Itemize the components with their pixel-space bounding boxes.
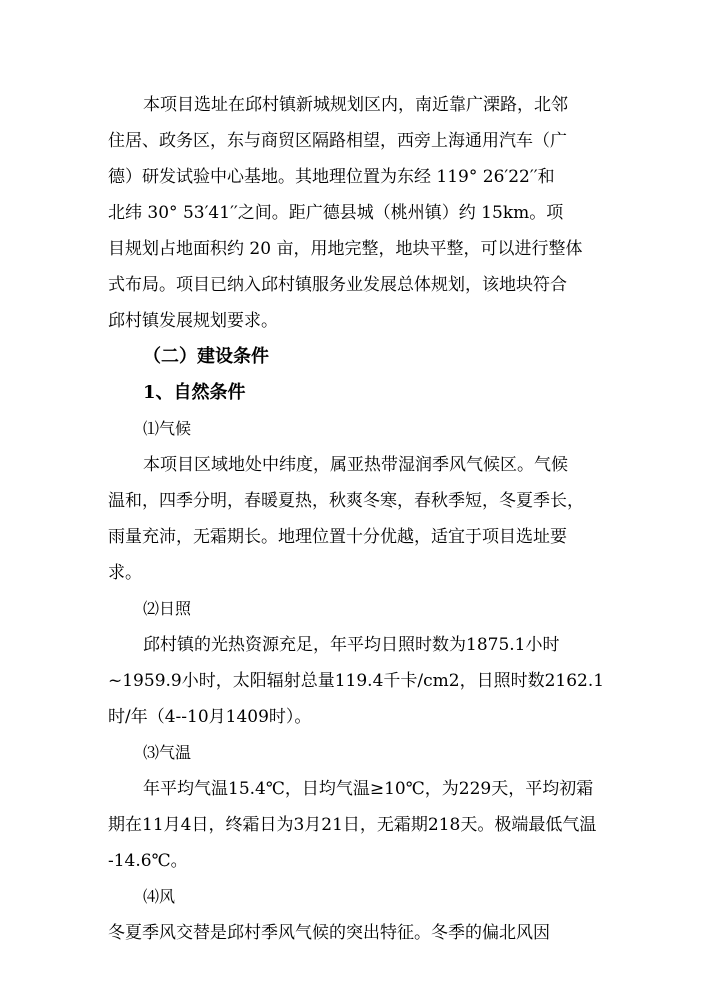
- paragraph-line: 时/年（4--10月1409时）。: [108, 707, 312, 727]
- paragraph-line: 年平均气温15.4℃，日均气温≥10℃，为229天，平均初霜: [143, 779, 594, 799]
- paragraph-line: 雨量充沛，无霜期长。地理位置十分优越，适宜于项目选址要: [108, 527, 567, 547]
- paragraph-line: -14.6℃。: [108, 851, 188, 871]
- paragraph-line: 邱村镇的光热资源充足，年平均日照时数为1875.1小时: [143, 635, 560, 655]
- paragraph-line: 式布局。项目已纳入邱村镇服务业发展总体规划，该地块符合: [108, 275, 567, 295]
- climate-label: ⑴气候: [143, 419, 192, 438]
- paragraph-line: 本项目区域地处中纬度，属亚热带湿润季风气候区。气候: [143, 455, 568, 475]
- paragraph-line: 住居、政务区，东与商贸区隔路相望，西旁上海通用汽车（广: [108, 131, 567, 151]
- section-heading: （二）建设条件: [143, 346, 269, 367]
- paragraph-line: 求。: [108, 563, 142, 583]
- paragraph-line: 冬夏季风交替是邱村季风气候的突出特征。冬季的偏北风因: [108, 923, 550, 943]
- paragraph-line: ~1959.9小时，太阳辐射总量119.4千卡/cm2，日照时数2162.1: [108, 671, 605, 691]
- sunshine-label: ⑵日照: [143, 599, 192, 618]
- paragraph-line: 本项目选址在邱村镇新城规划区内，南近靠广溧路，北邻: [143, 95, 568, 115]
- paragraph-line: 邱村镇发展规划要求。: [108, 311, 278, 331]
- subsection-heading: 1、自然条件: [143, 382, 246, 403]
- wind-label: ⑷风: [143, 887, 176, 906]
- paragraph-line: 北纬 30° 53′41′′之间。距广德县城（桃州镇）约 15km。项: [108, 203, 564, 223]
- paragraph-line: 期在11月4日，终霜日为3月21日，无霜期218天。极端最低气温: [108, 815, 597, 835]
- temperature-label: ⑶气温: [143, 743, 192, 762]
- paragraph-line: 目规划占地面积约 20 亩，用地完整，地块平整，可以进行整体: [108, 239, 583, 259]
- paragraph-line: 温和，四季分明，春暖夏热，秋爽冬寒，春秋季短，冬夏季长，: [108, 491, 584, 511]
- paragraph-line: 德）研发试验中心基地。其地理位置为东经 119° 26′22′′和: [108, 167, 555, 187]
